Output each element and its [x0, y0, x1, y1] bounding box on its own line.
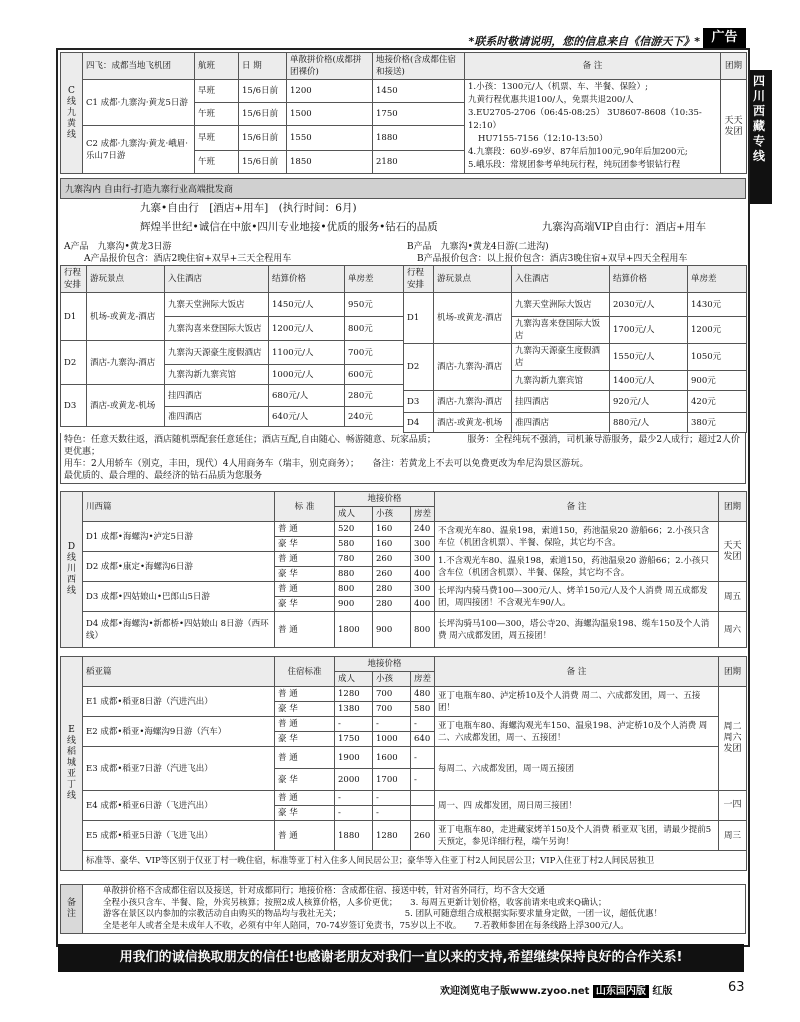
adult-price: 1880: [335, 821, 373, 851]
ground-price: 1750: [373, 103, 465, 126]
ground-price: 1880: [373, 126, 465, 151]
tier: 普 通: [275, 552, 335, 567]
price: 1200: [287, 80, 373, 103]
remark-line: 游客在景区以内参加的宗教活动自由购买的物品均与我社无关； 5. 团队可随意组合成根据实际要求量身定做，一团一议，超低优惠！: [103, 909, 663, 919]
col-header: 结算价格: [269, 266, 345, 293]
line-label: D线 川西线: [61, 492, 83, 648]
footer-website[interactable]: 欢迎浏览电子版www.zyoo.net: [440, 986, 590, 997]
room-diff: 300: [411, 582, 435, 597]
side-tab-char: 西: [752, 104, 765, 118]
jzg-line2: [60, 218, 746, 237]
edition-badge: 山东国内版: [593, 985, 649, 998]
remark-line: 全是老年人或者全是未成年人不收，必须有中年人陪同，70-74岁签订免责书，75岁以上不收。 7.若教师参团在每条线路上浮300元/人。: [103, 920, 629, 931]
spot: 酒店-九寨沟-酒店: [434, 391, 512, 413]
price: 1850: [287, 151, 373, 174]
route-name: E1 成都•稻亚8日游（汽进汽出）: [83, 687, 275, 717]
tier: 普 通: [275, 582, 335, 597]
hotel: 九寨沟新九寨宾馆: [165, 365, 269, 385]
product-a-sub: A产品报价包含：酒店2晚住宿+双早+三天全程用车: [84, 254, 292, 264]
sub-header: 小孩: [373, 672, 411, 687]
adult-price: 1900: [335, 747, 373, 769]
sub-header: 房差: [411, 507, 435, 522]
jzg-section: [60, 178, 746, 484]
hotel: 九寨沟天源豪生度假酒店: [512, 344, 610, 371]
tier: 普 通: [275, 717, 335, 732]
room-diff: -: [411, 769, 435, 791]
product-a-table: [60, 265, 404, 427]
day: D4: [404, 413, 434, 433]
hotel: 九寨天堂洲际大饭店: [512, 293, 610, 317]
sub-header: 房差: [411, 672, 435, 687]
product-b-table: [403, 265, 747, 433]
adult-price: 520: [335, 522, 373, 537]
child-price: 900: [373, 612, 411, 648]
note: 亚丁电瓶车80、海螺沟观光车150、温泉198、泸定桥10及个人消费 周二、六成都发团，周一、五接团！: [435, 717, 719, 747]
footer: [440, 982, 672, 997]
section-e-table: [60, 656, 747, 871]
single-diff: 420元: [688, 391, 747, 413]
child-price: 700: [373, 687, 411, 702]
child-price: 260: [373, 552, 411, 567]
col-header: 备 注: [435, 492, 719, 522]
ad-label: 广告: [703, 28, 746, 48]
side-tab-char: 藏: [752, 119, 765, 133]
col-header: 入住酒店: [512, 266, 610, 293]
adult-price: 1800: [335, 612, 373, 648]
line-label: C线 九黄线: [61, 53, 83, 174]
day: D2: [61, 341, 87, 385]
single-diff: 900元: [688, 371, 747, 391]
schedule: 周三: [719, 821, 747, 851]
single-diff: 800元: [345, 317, 404, 341]
price: 1550元/人: [610, 344, 688, 371]
price: 1450元/人: [269, 293, 345, 317]
col-header: 游玩景点: [434, 266, 512, 293]
child-price: 280: [373, 597, 411, 612]
col-header: 行程安排: [61, 266, 87, 293]
adult-price: 780: [335, 552, 373, 567]
flight: 早班: [195, 126, 239, 151]
col-header: 日 期: [239, 53, 287, 80]
notes: [465, 80, 721, 174]
flight: 午班: [195, 151, 239, 174]
remark-line: 最优质的、最合理的、最经济的钻石品质为您服务: [64, 471, 263, 481]
ground-price: 1450: [373, 80, 465, 103]
child-price: 160: [373, 537, 411, 552]
col-header: 行程安排: [404, 266, 434, 293]
note-line: 5.峨乐段：常规团参考单纯玩行程，纯玩团参考银钻行程: [468, 160, 681, 170]
schedule: 一四: [719, 791, 747, 821]
col-header: 川西篇: [83, 492, 275, 522]
col-header: 团期: [721, 53, 747, 80]
date: 15/6日前: [239, 103, 287, 126]
single-diff: 1200元: [688, 317, 747, 344]
jzg-line1: 九寨•自由行 [酒店+用车] (执行时间：6月): [140, 202, 357, 214]
col-header: 地接价格(含成都住宿和接送): [373, 53, 465, 80]
section-c: [60, 52, 746, 174]
route-name: E2 成都•稻亚•海螺沟9日游（汽车）: [83, 717, 275, 747]
ground-price: 2180: [373, 151, 465, 174]
flight: 午班: [195, 103, 239, 126]
adult-price: 580: [335, 537, 373, 552]
adult-price: -: [335, 806, 373, 821]
route-name: C2 成都·九寨沟·黄龙·峨眉·乐山7日游: [83, 126, 195, 174]
col-header: 游玩景点: [87, 266, 165, 293]
col-header: 单散拼价格(成都拼团裸价): [287, 53, 373, 80]
note: 每周二、六成都发团，周一周五接团: [435, 747, 719, 791]
remark-line: 用车：2人用轿车（别克，丰田，现代）4人用商务车（瑞丰，别克商务）； 备注：若黄龙上不去可以免费更改为牟尼沟景区游玩。: [64, 459, 589, 469]
note-line: 3.EU2705-2706（06:45-08:25） 3U8607-8608（10:35-12:10）: [468, 108, 702, 131]
hotel: 九寨沟喜来登国际大饭店: [165, 317, 269, 341]
content-frame: [56, 48, 750, 947]
product-a-title: A产品 九寨沟•黄龙3日游: [64, 242, 172, 252]
hotel: 九寨沟喜来登国际大饭店: [512, 317, 610, 344]
adult-price: 2000: [335, 769, 373, 791]
tier: 豪 华: [275, 567, 335, 582]
remark-line: 单散拼价格不含成都住宿以及接送，针对成都同行；地接价格：含成都住宿、接送中转，针对省外同行，均不含大交通: [103, 886, 546, 896]
col-header: 住宿标准: [275, 657, 335, 687]
sub-header: 成人: [335, 672, 373, 687]
adult-price: 880: [335, 567, 373, 582]
room-diff: 640: [411, 732, 435, 747]
single-diff: 1430元: [688, 293, 747, 317]
tier: 豪 华: [275, 597, 335, 612]
child-price: 1280: [373, 821, 411, 851]
note-line: 4.九寨段：60岁-69岁、87年后加100元,90年后加200元;: [468, 147, 688, 157]
room-diff: 300: [411, 537, 435, 552]
adult-price: 900: [335, 597, 373, 612]
remark-line: 特色：任意天数往返，酒店随机票配套任意延住；酒店互配,自由随心、畅游随意、玩家品质； 服务：全程纯玩不强消，司机兼导游服务，最少2人成行；超过2人价更优惠；: [64, 435, 740, 457]
tier: 普 通: [275, 687, 335, 702]
note: 亚丁电瓶车80、泸定桥10及个人消费 周二、六成都发团，周一、五接团！: [435, 687, 719, 717]
hotel: 挂四酒店: [512, 391, 610, 413]
hotel: 九寨沟天源豪生度假酒店: [165, 341, 269, 365]
route-name: E3 成都•稻亚7日游（汽进飞出）: [83, 747, 275, 791]
col-header: 地接价格: [335, 657, 435, 672]
jzg-products: [60, 241, 746, 433]
section-d-table: [60, 491, 747, 648]
remarks-body: [83, 885, 746, 934]
price: 1100元/人: [269, 341, 345, 365]
price: 1400元/人: [610, 371, 688, 391]
day: D3: [61, 385, 87, 427]
col-header: 单房差: [345, 266, 404, 293]
room-diff: 480: [411, 687, 435, 702]
jzg-remarks: [60, 433, 746, 484]
room-diff: 400: [411, 597, 435, 612]
tier: 豪 华: [275, 702, 335, 717]
child-price: 1700: [373, 769, 411, 791]
hotel: 九寨天堂洲际大饭店: [165, 293, 269, 317]
col-header: 团期: [719, 657, 747, 687]
schedule: 天天发团: [721, 80, 747, 174]
adult-price: 1750: [335, 732, 373, 747]
col-header: 四飞：成都当地飞机团: [83, 53, 195, 80]
tier: 普 通: [275, 612, 335, 648]
spot: 酒店-或黄龙-机场: [87, 385, 165, 427]
remarks-table: [60, 884, 746, 934]
single-diff: 240元: [345, 407, 404, 427]
hotel: 准四酒店: [512, 413, 610, 433]
side-tab-char: 专: [752, 134, 765, 148]
adult-price: 800: [335, 582, 373, 597]
col-header: 地接价格: [335, 492, 435, 507]
col-header: 备 注: [465, 53, 721, 80]
single-diff: 700元: [345, 341, 404, 365]
color-edition: 红版: [652, 986, 673, 997]
price: 1000元/人: [269, 365, 345, 385]
child-price: 160: [373, 522, 411, 537]
single-diff: 1050元: [688, 344, 747, 371]
section-e: [60, 656, 746, 871]
price: 920元/人: [610, 391, 688, 413]
note-line: 1.小孩：1300元/人（机票、车、半餐、保险）;: [468, 82, 648, 92]
schedule: 周二周六发团: [719, 687, 747, 791]
col-header: 航班: [195, 53, 239, 80]
remarks-label: 备注: [61, 885, 83, 934]
day: D2: [404, 344, 434, 391]
note: 不含观光车80、温泉198，索道150，药池温泉20 游船66；2.小孩只含车位（机团含机票）、半餐、保险，其它均不含。: [435, 522, 719, 552]
col-header: 团期: [719, 492, 747, 522]
child-price: -: [373, 806, 411, 821]
route-name: D4 成都•海螺沟•新都桥•四姑娘山 8日游（西环线）: [83, 612, 275, 648]
child-price: 1000: [373, 732, 411, 747]
route-name: E5 成都•稻亚5日游（飞进飞出）: [83, 821, 275, 851]
tier: 豪 华: [275, 806, 335, 821]
child-price: 700: [373, 702, 411, 717]
route-name: D3 成都•四姑娘山•巴郎山5日游: [83, 582, 275, 612]
price: 1200元/人: [269, 317, 345, 341]
child-price: -: [373, 717, 411, 732]
price: 680元/人: [269, 385, 345, 407]
hotel: 九寨沟新九寨宾馆: [512, 371, 610, 391]
jzg-vip: 九寨沟高端VIP自由行：酒店+用车: [541, 221, 706, 233]
line-label: E线 稻城亚丁线: [61, 657, 83, 871]
product-b-sub: B产品报价包含：以上报价包含：酒店3晚住宿+双早+四天全程用车: [417, 254, 688, 264]
price: 2030元/人: [610, 293, 688, 317]
spot: 机场-或黄龙-酒店: [87, 293, 165, 341]
std-note: 标准等、豪华、VIP等区别于仅亚丁村一晚住宿，标准等亚丁村入住多人间民居公卫；豪华等入住亚丁村2人间民居公卫；VIP入住亚丁村2人间民居独卫: [83, 851, 747, 871]
room-diff: 240: [411, 522, 435, 537]
col-header: 入住酒店: [165, 266, 269, 293]
adult-price: 1380: [335, 702, 373, 717]
child-price: 280: [373, 582, 411, 597]
hotel: 挂四酒店: [165, 385, 269, 407]
child-price: 1600: [373, 747, 411, 769]
room-diff: 400: [411, 567, 435, 582]
note: 周一、四 成都发团，周日周三接团！: [435, 791, 719, 821]
schedule: 周五: [719, 582, 747, 612]
date: 15/6日前: [239, 80, 287, 103]
jzg-banner: 九寨沟内 自由行-打造九寨行业高端批发商: [60, 178, 746, 199]
product-b: [403, 241, 746, 433]
flight: 早班: [195, 80, 239, 103]
note: 长坪沟内骑马费100—300元/人、烤羊150元/人及个人消费 周五成都发团，周四接团！不含观光车90/人。: [435, 582, 719, 612]
price: 1550: [287, 126, 373, 151]
single-diff: 600元: [345, 365, 404, 385]
adult-price: -: [335, 791, 373, 806]
col-header: 稻亚篇: [83, 657, 275, 687]
section-d: [60, 491, 746, 648]
col-header: 单房差: [688, 266, 747, 293]
date: 15/6日前: [239, 126, 287, 151]
spot: 机场-或黄龙-酒店: [434, 293, 512, 344]
room-diff: 800: [411, 612, 435, 648]
source-note: *联系时敬请说明，您的信息来自《信游天下》*: [468, 35, 700, 48]
day: D3: [404, 391, 434, 413]
schedule: 周六: [719, 612, 747, 648]
note: 长坪沟骑马100—300，塔公寺20、海螺沟温泉198、缆车150及个人消费 周六成都发团，周五接团！: [435, 612, 719, 648]
tier: 豪 华: [275, 769, 335, 791]
col-header: 备 注: [435, 657, 719, 687]
remarks: [60, 884, 746, 934]
page-number: 63: [728, 980, 745, 995]
note: 亚丁电瓶车80，走进藏家烤羊150及个人消费 稻亚双飞团，请最少提前5天预定，参见详细行程，端午另询！: [435, 821, 719, 851]
single-diff: 380元: [688, 413, 747, 433]
tier: 豪 华: [275, 537, 335, 552]
room-diff: [411, 791, 435, 806]
room-diff: -: [411, 747, 435, 769]
tier: 豪 华: [275, 732, 335, 747]
single-diff: 950元: [345, 293, 404, 317]
price: 640元/人: [269, 407, 345, 427]
price: 880元/人: [610, 413, 688, 433]
day: D1: [404, 293, 434, 344]
spot: 酒店-九寨沟-酒店: [434, 344, 512, 391]
spot: 酒店-或黄龙-机场: [434, 413, 512, 433]
child-price: 260: [373, 567, 411, 582]
product-b-title: B产品 九寨沟•黄龙4日游(二进沟): [407, 242, 549, 252]
room-diff: 260: [411, 821, 435, 851]
adult-price: 1280: [335, 687, 373, 702]
remark-line: 全程小孩只含车、半餐、险，外宾另核算；按照2成人核算价格，人多价更优； 3. 每周五更新计划价格，收客前请来电或来Q确认；: [103, 897, 607, 908]
tier: 普 通: [275, 747, 335, 769]
child-price: -: [373, 791, 411, 806]
room-diff: 300: [411, 552, 435, 567]
note-line: HU7155-7156（12:10-13:50）: [478, 134, 608, 144]
hotel: 准四酒店: [165, 407, 269, 427]
route-name: D1 成都•海螺沟•泸定5日游: [83, 522, 275, 552]
room-diff: [411, 806, 435, 821]
sub-header: 小孩: [373, 507, 411, 522]
section-c-table: [60, 52, 747, 174]
side-tab-char: 线: [752, 149, 765, 163]
product-a: [60, 241, 403, 433]
price: 1700元/人: [610, 317, 688, 344]
adult-price: -: [335, 717, 373, 732]
jzg-slogan: 辉煌半世纪•诚信在中旅•四川专业地接•优质的服务•钻石的品质: [140, 221, 438, 233]
tier: 普 通: [275, 522, 335, 537]
route-name: E4 成都•稻亚6日游（飞进汽出）: [83, 791, 275, 821]
price: 1500: [287, 103, 373, 126]
side-tab-char: 川: [752, 89, 765, 103]
tier: 普 通: [275, 791, 335, 806]
col-header: 标 准: [275, 492, 335, 522]
sub-header: 成人: [335, 507, 373, 522]
note-line: 九黄行程优惠共退100/人，免票共退200/人: [468, 95, 634, 105]
room-diff: 580: [411, 702, 435, 717]
room-diff: -: [411, 717, 435, 732]
spot: 酒店-九寨沟-酒店: [87, 341, 165, 385]
tier: 普 通: [275, 821, 335, 851]
route-name: D2 成都•康定•海螺沟6日游: [83, 552, 275, 582]
side-tab-char: 四: [752, 74, 765, 88]
col-header: 结算价格: [610, 266, 688, 293]
slogan-bar: 用我们的诚信换取朋友的信任!也感谢老朋友对我们一直以来的支持,希望继续保持良好的合作关系!: [58, 944, 744, 972]
date: 15/6日前: [239, 151, 287, 174]
note: 1.不含观光车80、温泉198，索道150，药池温泉20 游船66；2.小孩只含车位（机团含机票）、半餐、保险，其它均不含。: [435, 552, 719, 582]
single-diff: 280元: [345, 385, 404, 407]
route-name: C1 成都·九寨沟·黄龙5日游: [83, 80, 195, 126]
day: D1: [61, 293, 87, 341]
schedule: 天天发团: [719, 522, 747, 582]
